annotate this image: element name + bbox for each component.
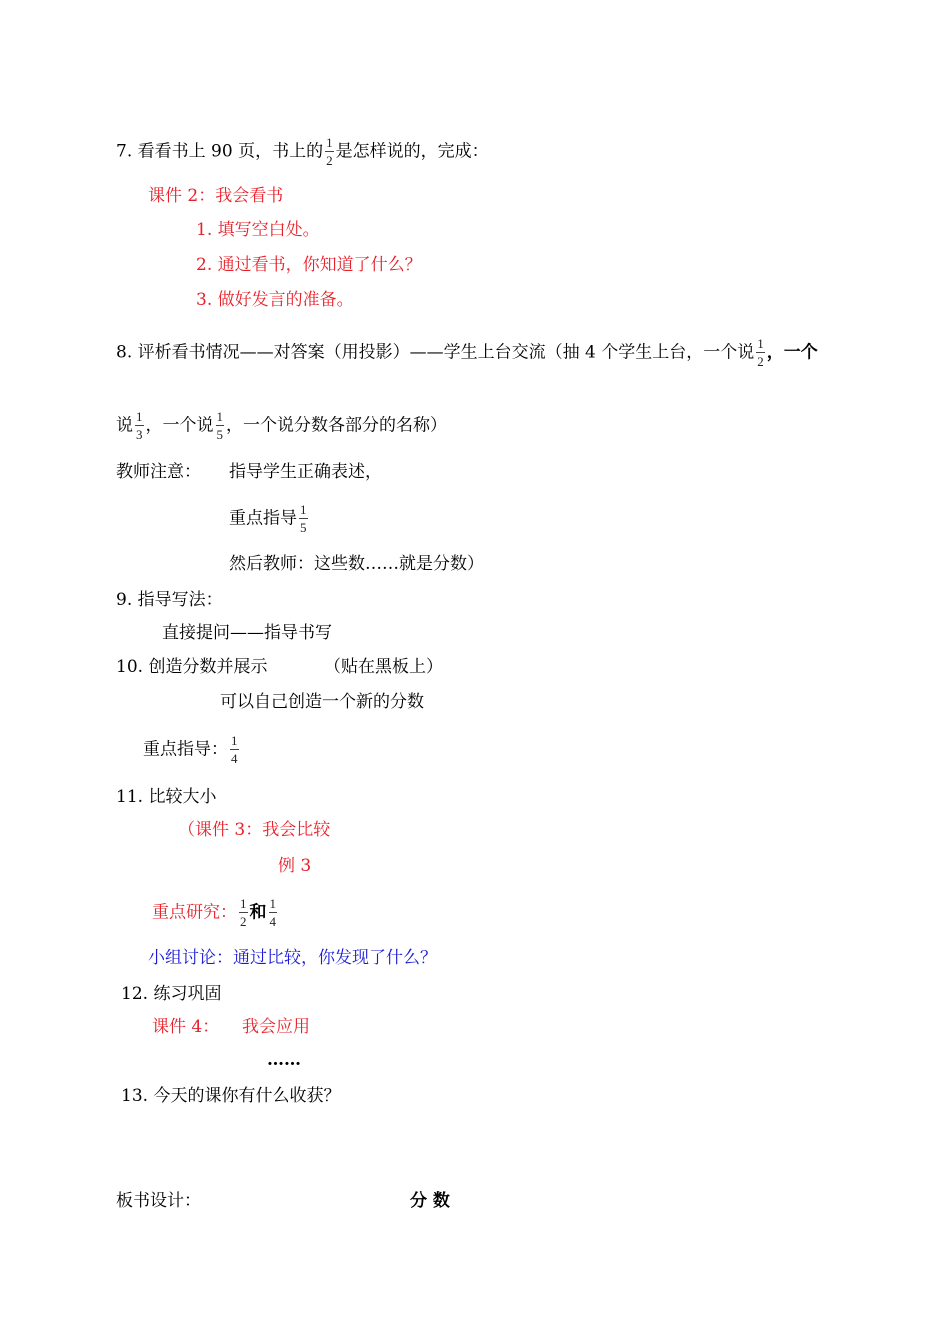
item-8-text-a: 8. 评析看书情况——对答案（用投影）——学生上台交流（抽 4 个学生上台，一个说	[116, 342, 755, 363]
item-8-text-b: ，一个	[766, 342, 818, 363]
item-10-sub: 可以自己创造一个新的分数	[220, 692, 424, 712]
item-9-sub: 直接提问——指导书写	[162, 623, 332, 643]
teacher-note-2	[229, 503, 310, 535]
item-8-continued	[116, 410, 447, 442]
fraction-one-half: $\frac{1}{2}$	[240, 896, 247, 929]
item-8	[116, 337, 818, 369]
item-10-focus-text: 重点指导：	[143, 739, 228, 760]
item-13-title: 13. 今天的课你有什么收获？	[121, 1086, 341, 1106]
item-10-focus	[143, 734, 241, 766]
fraction-one-half: $\frac{1}{2}$	[326, 135, 333, 168]
group-discussion: 小组讨论：通过比较，你发现了什么？	[148, 948, 437, 968]
item-10-title: 10. 创造分数并展示	[116, 657, 268, 677]
item-12-title: 12. 练习巩固	[121, 984, 222, 1004]
fraction-one-fifth: $\frac{1}{5}$	[300, 502, 307, 535]
item-11-focus	[152, 897, 279, 929]
courseware-4-title: 我会应用	[242, 1017, 310, 1037]
item-8-text-e: ，一个说分数各部分的名称）	[226, 415, 447, 436]
courseware-4-label: 课件 4：	[152, 1017, 220, 1037]
board-design-title: 分 数	[410, 1191, 450, 1211]
ellipsis: ……	[267, 1050, 301, 1070]
item-11-title: 11. 比较大小	[116, 787, 217, 807]
teacher-note-2-text: 重点指导	[229, 508, 297, 529]
fraction-one-third: $\frac{1}{3}$	[136, 409, 143, 442]
item-11-and: 和	[249, 902, 267, 923]
fraction-one-quarter: $\frac{1}{4}$	[231, 733, 238, 766]
courseware-2-item-1: 1. 填写空白处。	[196, 220, 320, 240]
courseware-2-item-3: 3. 做好发言的准备。	[196, 290, 354, 310]
item-7	[116, 136, 489, 168]
courseware-3-title: （课件 3：我会比较	[178, 820, 331, 840]
fraction-one-quarter: $\frac{1}{4}$	[269, 896, 276, 929]
teacher-note-label: 教师注意：	[116, 462, 201, 482]
teacher-note-1: 指导学生正确表述，	[229, 462, 382, 482]
item-8-text-c: 说	[116, 415, 133, 436]
courseware-2-item-2: 2. 通过看书，你知道了什么？	[196, 255, 422, 275]
item-7-text-a: 7. 看看书上 90 页，书上的	[116, 141, 324, 162]
item-7-text-b: 是怎样说的，完成：	[335, 141, 489, 162]
courseware-2-title: 课件 2：我会看书	[148, 186, 284, 206]
teacher-note-3: 然后教师：这些数……就是分数）	[229, 554, 484, 574]
item-10-note: （贴在黑板上）	[324, 657, 443, 677]
item-8-text-d: ，一个说	[145, 415, 214, 436]
fraction-one-fifth: $\frac{1}{5}$	[216, 409, 223, 442]
item-9-title: 9. 指导写法：	[116, 590, 223, 610]
item-11-focus-text: 重点研究：	[152, 902, 237, 923]
example-3: 例 3	[278, 856, 312, 876]
board-design-label: 板书设计：	[116, 1191, 201, 1211]
fraction-one-half: $\frac{1}{2}$	[757, 336, 764, 369]
